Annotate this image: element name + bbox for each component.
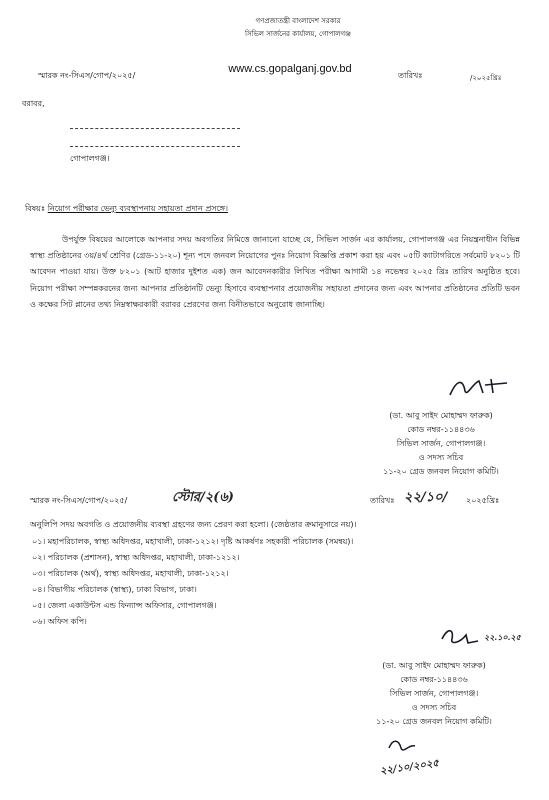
sig2-title: সিভিল সার্জন, গোপালগঞ্জ। [389, 689, 479, 698]
memo-ref-top: স্মারক নং-সিএস/গোপ/২০২৫/ [38, 71, 136, 80]
date-label-top: তারিখঃ [398, 71, 423, 80]
govt-heading: গণপ্রজাতন্ত্রী বাংলাদেশ সরকার [255, 17, 341, 25]
recipient-district: গোপালগঞ্জ। [70, 154, 110, 163]
sig2-name: (ডা. আবু সাইদ মোহাম্মদ ফারুক) [382, 661, 486, 670]
cc-intro: অনুলিপি সদয় অবগতি ও প্রয়োজনীয় ব্যবস্থা গ্রহণের জন্য প্রেরণ করা হলো। (জেষ্ঠতার ক্রমানুসারে নয়)। [30, 520, 357, 529]
date-label-bottom: তারিখঃ [370, 496, 395, 505]
sig1-committee: ১১-২০ গ্রেড জনবল নিয়োগ কমিটি। [383, 467, 499, 476]
cc-item: ০৩। পরিচালক (অর্থ), স্বাস্থ্য অধিদপ্তর, মহাখালী, ঢাকা-১২১২। [32, 569, 229, 578]
cc-list [32, 534, 353, 630]
memo-ref-handwritten: স্টোর/২(৬) [172, 490, 234, 505]
cc-item: ০৬। অফিস কপি। [32, 617, 87, 626]
sig2-role: ও সদস্য সচিব [411, 703, 457, 712]
subject-label: বিষয়ঃ [25, 204, 46, 213]
subject-line [25, 203, 228, 216]
office-heading: সিভিল সার্জনের কার্যালয়, গোপালগঞ্জ [244, 30, 352, 38]
cc-item: ০৫। জেলা একাউন্টস এন্ড ফিন্যান্স অফিসার, গোপালগঞ্জ। [32, 601, 217, 610]
sig2-committee: ১১-২০ গ্রেড জনবল নিয়োগ কমিটি। [376, 717, 492, 726]
sig1-title: সিভিল সার্জন, গোপালগঞ্জ। [396, 439, 486, 448]
initials-signature [385, 736, 425, 756]
recipient-to: বরাবর, [22, 99, 45, 108]
sig1-role: ও সদস্য সচিব [418, 453, 464, 462]
subject-text: নিয়োগ পরীক্ষার ভেন্যু ব্যবস্থাপনায় সহায়তা প্রদান প্রসঙ্গে। [47, 204, 228, 213]
signature-1 [445, 375, 525, 401]
recipient-blank-line-2 [70, 146, 240, 147]
cc-item: ০৪। বিভাগীয় পরিচালক (স্বাস্থ্য), ঢাকা বিভাগ, ঢাকা। [32, 585, 197, 594]
office-website: www.cs.gopalganj.gov.bd [228, 63, 352, 75]
sig2-date: ২২.১০.২৫ [484, 632, 521, 642]
date-suffix-bottom: ২০২৫খ্রিঃ [466, 496, 500, 505]
date-handwritten-bottom: ২২/১০/ [404, 490, 448, 505]
date-value-top: /২০২৫খ্রিঃ [470, 74, 502, 82]
body-paragraph: উপর্যুক্ত বিষয়ের আলোকে আপনার সদয় অবগতির নিমিত্তে জানানো যাচ্ছে যে, সিভিল সার্জন এর কার্যালয়, গোপালগঞ্জ এর নিয়ন্ত্রনাধীন বিভিন্ন স্বাস্থ্য প্রতিষ্ঠানের ৩য়/৪র্থ শ্রেণির (গ্রেড-১১-২০) শূন্য পদে জনবল নিয়োগের পুনঃ নিয়োগ বিজ্ঞপ্তি প্রকাশ করা হয় এবং ০৫টি ক্যাটাগরিতে সর্বমোট ৮২০১ টি আবেদন পাওয়া যায়। উক্ত ৮২০১ (আট হাজার দুইশত এক) জন আবেদনকারীর লিখিত পরীক্ষা আগামী ১৪ নভেম্বর ২০২৫ খ্রিঃ তারিখ অনুষ্ঠিত হবে। নিয়োগ পরীক্ষা সম্পন্নকরনের জন্য আপনার প্রতিষ্ঠানটি ভেন্যু হিসাবে ব্যবস্থাপনার প্রয়োজনীয় সহায়তা প্রদানের জন্য এবং আপনার প্রতিষ্ঠানের প্রতিটি ভবন ও কক্ষের সিট প্লানের তথ্য নিম্নস্বাক্ষরকারী বরাবর প্রেরণের জন্য বিনীতভাবে অনুরোধ জানাচ্ছি। [30, 235, 520, 309]
signature-2 [438, 625, 488, 647]
initials-date: ২২/১০/২০২৫ [379, 757, 440, 778]
sig2-code: কোড নম্বর-১১৪৪৩৬ [400, 675, 468, 684]
sig1-name: (ডা. আবু সাইদ মোহাম্মদ ফারুক) [389, 411, 493, 420]
cc-item: ০১। মহাপরিচালক, স্বাস্থ্য অধিদপ্তর, মহাখালী, ঢাকা-১২১২। দৃষ্টি আকর্ষণঃ সহকারী পরিচালক (সমন্বয়)। [32, 537, 354, 546]
sig1-code: কোড নম্বর-১১৪৪৩৬ [407, 425, 475, 434]
memo-ref-bottom: স্মারক নং-সিএস/গোপ/২০২৫/ [30, 496, 128, 505]
cc-item: ০২। পরিচালক (প্রশাসন), স্বাস্থ্য অধিদপ্তর, মহাখালী, ঢাকা-১২১২। [32, 553, 240, 562]
recipient-blank-line-1 [70, 128, 240, 129]
